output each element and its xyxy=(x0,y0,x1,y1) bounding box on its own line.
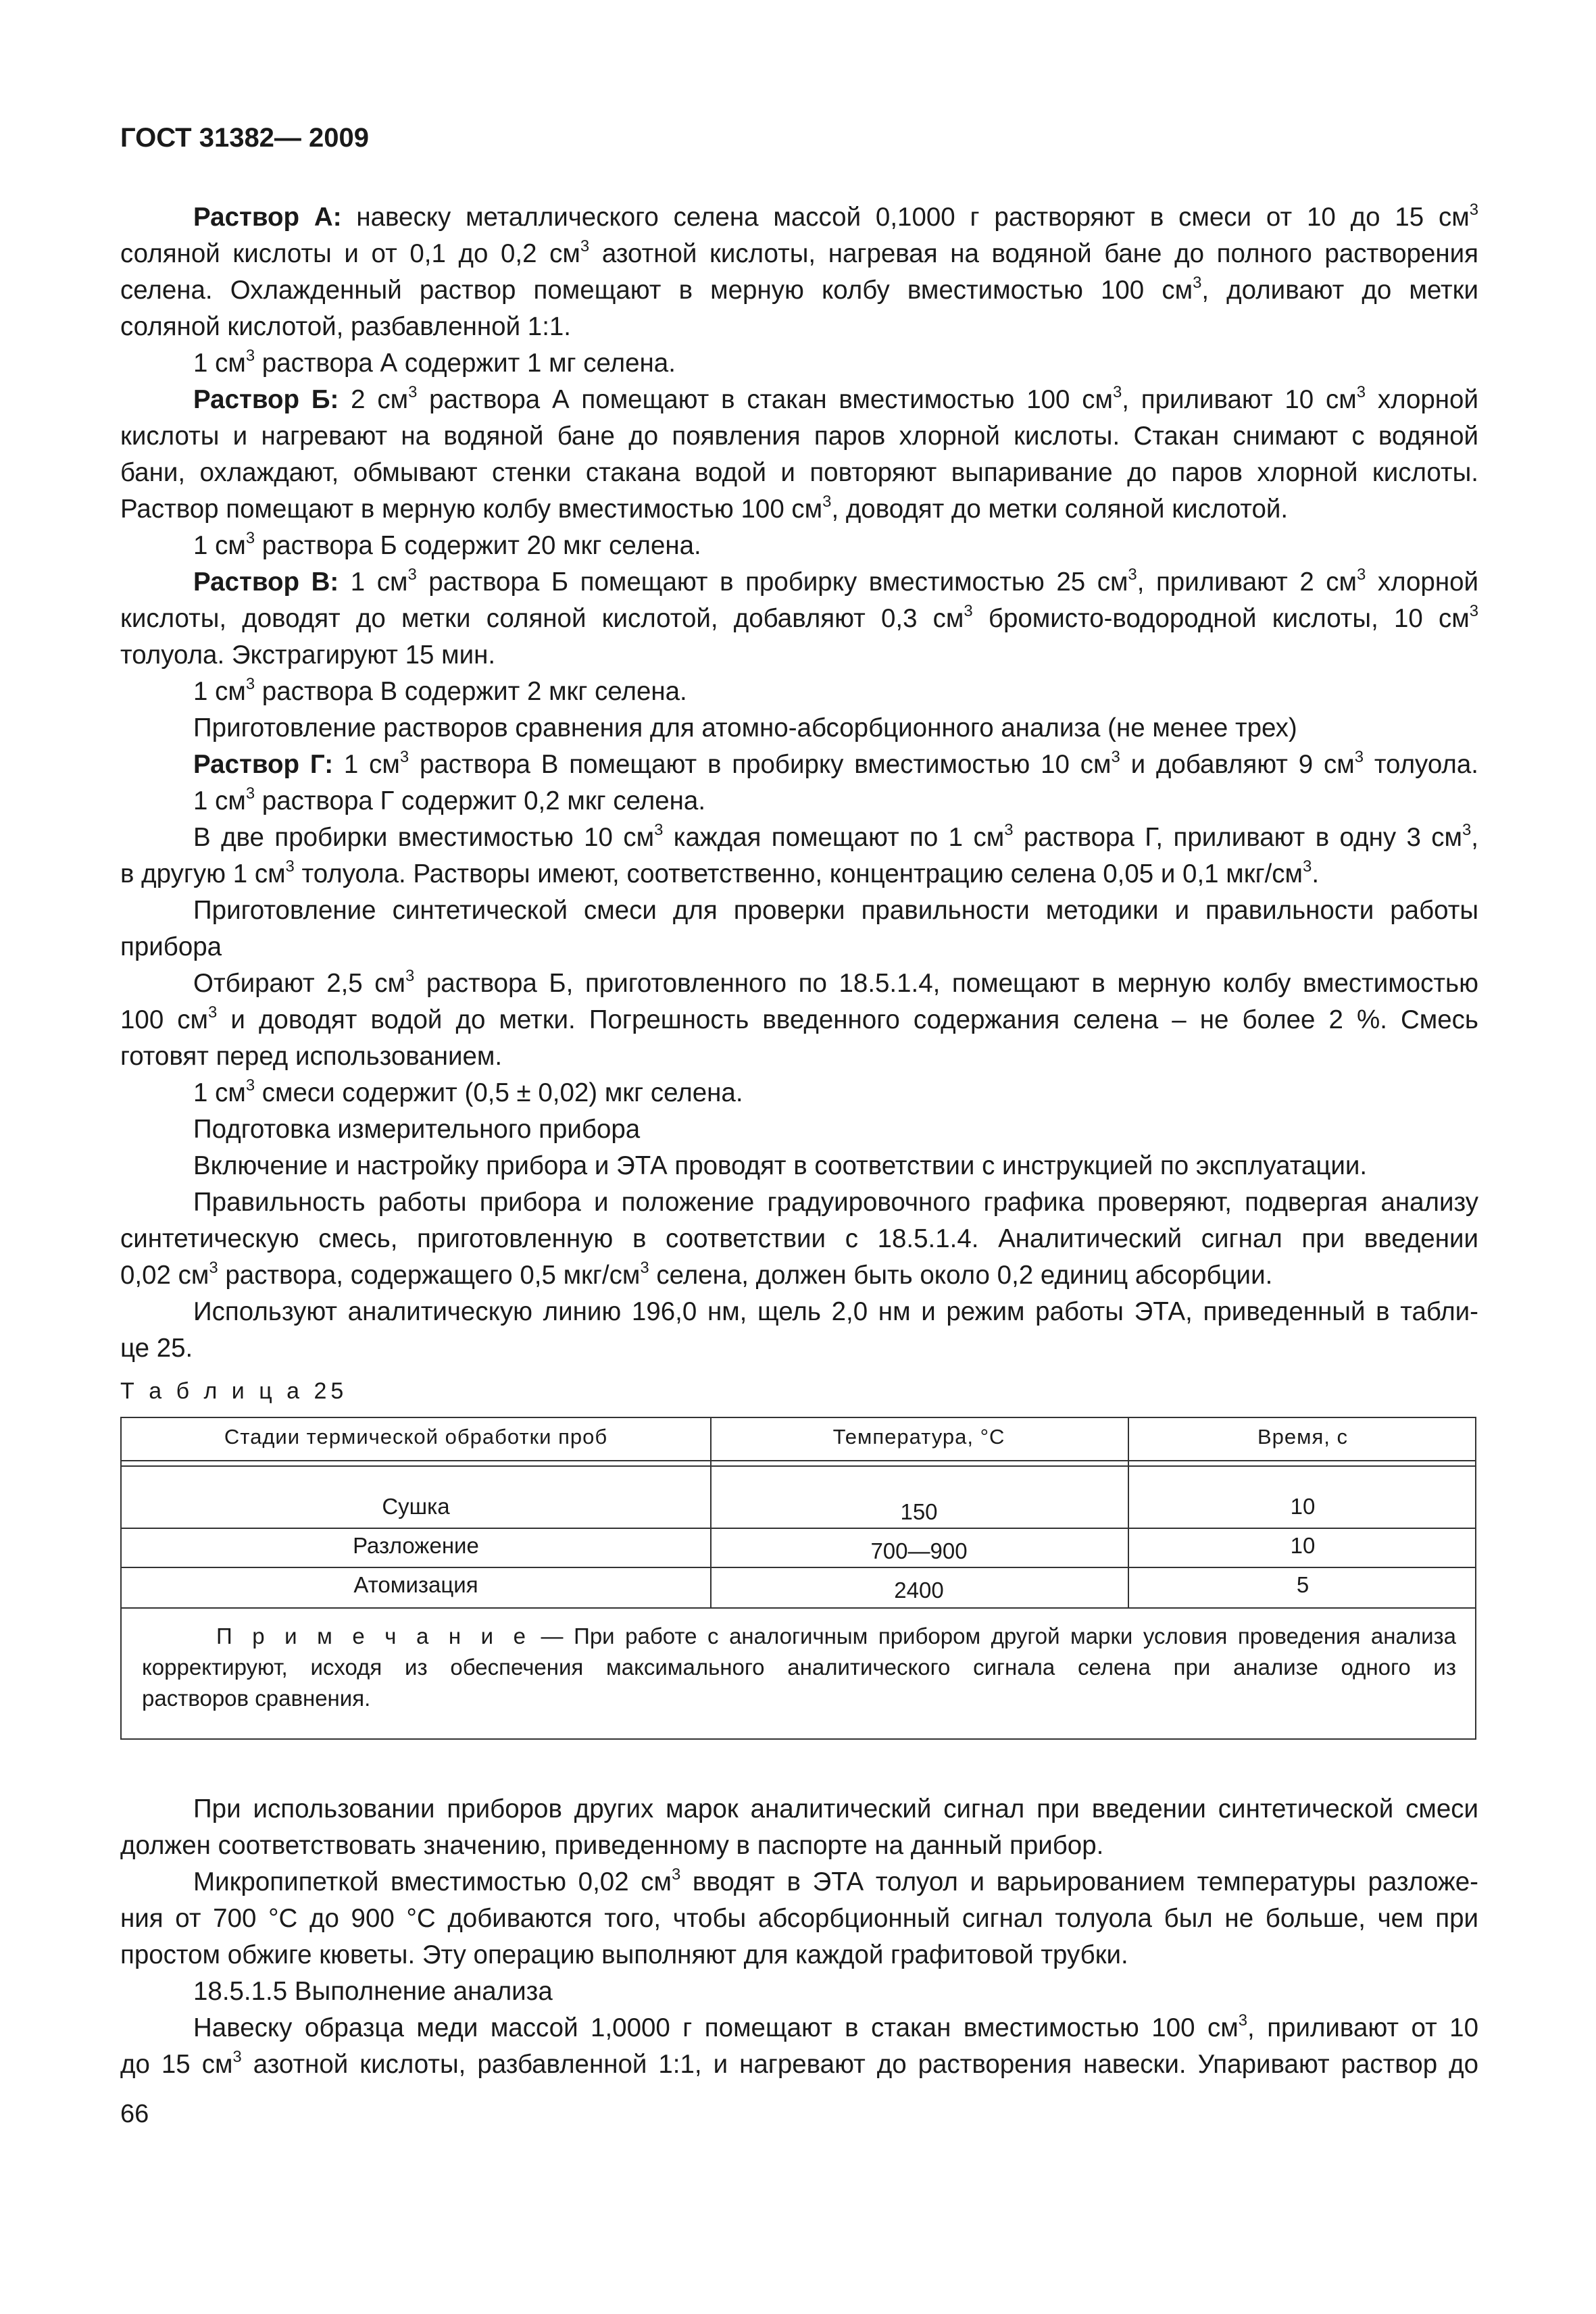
cell-stage-2: Разложение xyxy=(353,1533,479,1558)
text-run: , приливают от 10 xyxy=(1247,2013,1478,2042)
note-text: — При работе с аналогичным прибором другой марки условия проведения анализа xyxy=(530,1624,1456,1649)
superscript: 3 xyxy=(1238,2011,1248,2030)
text-line xyxy=(120,892,1478,929)
superscript: 3 xyxy=(580,236,590,255)
text-run: бромисто-водородной кислоты, 10 см xyxy=(972,604,1470,633)
text-run: Включение и настройку прибора и ЭТА проводят в соответствии с инструкцией по эксплуатации. xyxy=(193,1151,1368,1180)
body-text-bottom xyxy=(120,1791,1478,2083)
table-header-double-line xyxy=(122,1465,1475,1467)
text-line xyxy=(120,1148,1478,1184)
note-line: растворов сравнения. xyxy=(142,1686,371,1711)
superscript: 3 xyxy=(1469,200,1478,219)
row-divider xyxy=(122,1567,1475,1568)
text-run: 1 см xyxy=(333,750,400,779)
text-run: смеси содержит (0,5 ± 0,02) мкг селена. xyxy=(255,1078,743,1107)
text-line xyxy=(120,1973,1478,2010)
superscript: 3 xyxy=(822,492,832,511)
text-run: 18.5.1.5 Выполнение анализа xyxy=(193,1977,553,2006)
text-run: 1 см xyxy=(193,349,246,378)
header-time: Время, с xyxy=(1257,1425,1348,1449)
text-line xyxy=(120,747,1478,783)
text-run: , приливают 2 см xyxy=(1137,568,1357,597)
cell-temp-3: 2400 xyxy=(894,1578,944,1603)
solution-label: Раствор Г: xyxy=(193,750,334,779)
text-run: . xyxy=(1312,859,1320,888)
text-run: 1 см xyxy=(339,568,408,597)
text-run: 1 см xyxy=(193,786,246,815)
table-caption: Т а б л и ц а 25 xyxy=(120,1378,348,1404)
header-temperature: Температура, °С xyxy=(832,1425,1005,1449)
text-run: Приготовление синтетической смеси для проверки правильности методики и правильности работы xyxy=(193,896,1478,925)
text-run: толуола. Растворы имеют, соответственно, концентрацию селена 0,05 и 0,1 мкг/см xyxy=(294,859,1303,888)
text-run: должен соответствовать значению, приведенному в паспорте на данный прибор. xyxy=(120,1831,1104,1860)
superscript: 3 xyxy=(1356,382,1366,401)
cell-time-2: 10 xyxy=(1290,1533,1316,1558)
text-line xyxy=(120,674,1478,710)
text-run: и добавляют 9 см xyxy=(1120,750,1355,779)
text-run: раствора Б содержит 20 мкг селена. xyxy=(255,531,701,560)
text-run: готовят перед использованием. xyxy=(120,1042,503,1071)
text-line xyxy=(120,601,1478,637)
text-line xyxy=(120,1828,1478,1864)
superscript: 3 xyxy=(1469,601,1478,620)
row-divider xyxy=(122,1607,1475,1609)
text-run: синтетическую смесь, приготовленную в соответствии с 18.5.1.4. Аналитический сигнал при введении xyxy=(120,1224,1478,1253)
text-run: 1 см xyxy=(193,677,246,706)
text-run: Подготовка измерительного прибора xyxy=(193,1115,641,1144)
text-run: Раствор помещают в мерную колбу вместимостью 100 см xyxy=(120,495,823,524)
solution-label: Раствор Б: xyxy=(193,385,339,414)
text-run: Навеску образца меди массой 1,0000 г помещают в стакан вместимостью 100 см xyxy=(193,2013,1239,2042)
text-run: хлорной xyxy=(1366,385,1478,414)
text-line xyxy=(120,637,1478,674)
text-line xyxy=(120,965,1478,1002)
text-run: раствора А помещают в стакан вместимостью 100 см xyxy=(417,385,1113,414)
text-line xyxy=(120,929,1478,965)
text-run: раствора, содержащего 0,5 мкг/см xyxy=(218,1261,641,1290)
text-line xyxy=(120,272,1478,309)
superscript: 3 xyxy=(245,528,255,547)
text-line xyxy=(120,1221,1478,1257)
superscript: 3 xyxy=(671,1865,681,1884)
text-line xyxy=(120,1864,1478,1901)
superscript: 3 xyxy=(1004,820,1014,839)
text-line xyxy=(120,1791,1478,1828)
cell-temp-1: 150 xyxy=(900,1499,938,1524)
text-run: це 25. xyxy=(120,1334,193,1363)
text-run: навеску металлического селена массой 0,1000 г растворяют в смеси от 10 до 15 см xyxy=(341,203,1470,232)
text-line xyxy=(120,528,1478,564)
cell-time-1: 10 xyxy=(1290,1494,1316,1519)
text-run: раствора Б помещают в пробирку вместимостью 25 см xyxy=(416,568,1128,597)
text-run: 1 см xyxy=(193,531,246,560)
text-run: селена, должен быть около 0,2 единиц абсорбции. xyxy=(649,1261,1273,1290)
text-line xyxy=(120,1184,1478,1221)
text-run: 2 см xyxy=(339,385,409,414)
row-divider xyxy=(122,1528,1475,1529)
text-run: , приливают 10 см xyxy=(1122,385,1357,414)
superscript: 3 xyxy=(1354,747,1364,766)
text-run: каждая помещают по 1 см xyxy=(663,823,1005,852)
text-line xyxy=(120,309,1478,345)
superscript: 3 xyxy=(245,1076,255,1095)
text-run: Используют аналитическую линию 196,0 нм, щель 2,0 нм и режим работы ЭТА, приведенный в табли- xyxy=(193,1297,1478,1326)
text-line xyxy=(120,199,1478,236)
text-run: простом обжиге кюветы. Эту операцию выполняют для каждой графитовой трубки. xyxy=(120,1940,1128,1969)
text-run: раствора Г содержит 0,2 мкг селена. xyxy=(255,786,706,815)
superscript: 3 xyxy=(408,382,418,401)
superscript: 3 xyxy=(964,601,973,620)
text-run: Приготовление растворов сравнения для атомно-абсорбционного анализа (не менее трех) xyxy=(193,713,1297,743)
table-25 xyxy=(120,1417,1476,1740)
text-run: соляной кислотой, разбавленной 1:1. xyxy=(120,312,572,341)
superscript: 3 xyxy=(245,346,255,365)
superscript: 3 xyxy=(245,784,255,803)
superscript: 3 xyxy=(407,565,417,584)
text-run: 100 см xyxy=(120,1005,209,1034)
superscript: 3 xyxy=(285,857,295,876)
text-line xyxy=(120,2010,1478,2046)
solution-label: Раствор А: xyxy=(193,203,342,232)
text-run: кислоты и нагревают на водяной бане до появления паров хлорной кислоты. Стакан снимают с водяной xyxy=(120,422,1478,451)
superscript: 3 xyxy=(245,674,255,693)
cell-temp-2: 700—900 xyxy=(870,1538,968,1563)
superscript: 3 xyxy=(405,966,415,985)
text-run: толуола. Экстрагируют 15 мин. xyxy=(120,640,496,670)
superscript: 3 xyxy=(399,747,409,766)
text-line xyxy=(120,1075,1478,1111)
text-run: селена. Охлажденный раствор помещают в мерную колбу вместимостью 100 см xyxy=(120,276,1193,305)
cell-time-3: 5 xyxy=(1296,1572,1310,1597)
solution-label: Раствор В: xyxy=(193,568,339,597)
note-line xyxy=(142,1621,1456,1652)
text-run: толуола. xyxy=(1363,750,1478,779)
text-run: При использовании приборов других марок аналитический сигнал при введении синтетической смеси xyxy=(193,1794,1478,1823)
superscript: 3 xyxy=(1193,273,1202,292)
text-line xyxy=(120,1038,1478,1075)
text-run: в другую 1 см xyxy=(120,859,286,888)
text-run: и доводят водой до метки. Погрешность введенного содержания селена – не более 2 %. Смесь xyxy=(217,1005,1478,1034)
text-run: соляной кислоты и от 0,1 до 0,2 см xyxy=(120,239,580,268)
text-line xyxy=(120,564,1478,601)
text-line xyxy=(120,820,1478,856)
text-run: 1 см xyxy=(193,1078,246,1107)
text-run: , доводят до метки соляной кислотой. xyxy=(831,495,1289,524)
text-run: , доливают до метки xyxy=(1201,276,1478,305)
header-stage: Стадии термической обработки проб xyxy=(224,1425,608,1449)
text-run: Микропипеткой вместимостью 0,02 см xyxy=(193,1867,672,1896)
cell-stage-1: Сушка xyxy=(382,1494,450,1519)
text-run: бани, охлаждают, обмывают стенки стакана водой и повторяют выпаривание до паров хлорной кислоты. xyxy=(120,458,1478,487)
text-run: раствора Г, приливают в одну 3 см xyxy=(1013,823,1463,852)
text-run: 0,02 см xyxy=(120,1261,209,1290)
superscript: 3 xyxy=(1462,820,1472,839)
text-run: , xyxy=(1471,823,1478,852)
text-run: кислоты, доводят до метки соляной кислотой, добавляют 0,3 см xyxy=(120,604,964,633)
text-run: раствора Б, приготовленного по 18.5.1.4, помещают в мерную колбу вместимостью xyxy=(414,969,1478,998)
page-number: 66 xyxy=(120,2100,149,2128)
text-line xyxy=(120,2046,1478,2083)
document-header: ГОСТ 31382— 2009 xyxy=(120,123,370,153)
text-run: до 15 см xyxy=(120,2050,233,2079)
cell-stage-3: Атомизация xyxy=(353,1572,478,1597)
text-run: Правильность работы прибора и положение градуировочного графика проверяют, подвергая анализу xyxy=(193,1188,1478,1217)
superscript: 3 xyxy=(209,1258,218,1277)
superscript: 3 xyxy=(208,1003,218,1022)
text-line xyxy=(120,783,1478,820)
text-run: раствора А содержит 1 мг селена. xyxy=(255,349,676,378)
text-line xyxy=(120,856,1478,892)
text-run: азотной кислоты, разбавленной 1:1, и нагревают до растворения навески. Упаривают раствор до xyxy=(241,2050,1478,2079)
superscript: 3 xyxy=(1303,857,1312,876)
note-line: корректируют, исходя из обеспечения максимального аналитического сигнала селена при анализе одного из xyxy=(142,1655,1456,1680)
text-run: вводят в ЭТА толуол и варьированием температуры разложе- xyxy=(680,1867,1478,1896)
superscript: 3 xyxy=(1112,382,1122,401)
superscript: 3 xyxy=(232,2047,242,2066)
text-line xyxy=(120,455,1478,491)
text-run: В две пробирки вместимостью 10 см xyxy=(193,823,655,852)
text-line xyxy=(120,710,1478,747)
text-line xyxy=(120,345,1478,382)
text-line xyxy=(120,1330,1478,1367)
text-line xyxy=(120,491,1478,528)
text-run: хлорной xyxy=(1366,568,1478,597)
superscript: 3 xyxy=(1128,565,1137,584)
superscript: 3 xyxy=(654,820,664,839)
text-line xyxy=(120,1294,1478,1330)
text-line xyxy=(120,382,1478,418)
text-run: Отбирают 2,5 см xyxy=(193,969,406,998)
text-run: ния от 700 °С до 900 °С добиваются того, чтобы абсорбционный сигнал толуола был не больше, чем при xyxy=(120,1904,1478,1933)
text-line xyxy=(120,418,1478,455)
text-run: азотной кислоты, нагревая на водяной бане до полного растворения xyxy=(589,239,1478,268)
text-run: прибора xyxy=(120,932,222,961)
text-line xyxy=(120,1901,1478,1937)
body-text-top xyxy=(120,199,1478,1367)
superscript: 3 xyxy=(1111,747,1120,766)
text-run: раствора В помещают в пробирку вместимостью 10 см xyxy=(409,750,1112,779)
note-label: П р и м е ч а н и е xyxy=(216,1624,531,1649)
text-run: раствора В содержит 2 мкг селена. xyxy=(255,677,687,706)
superscript: 3 xyxy=(640,1258,649,1277)
text-line xyxy=(120,1002,1478,1038)
table-note xyxy=(142,1621,1456,1714)
text-line xyxy=(120,1111,1478,1148)
text-line xyxy=(120,1937,1478,1973)
text-line xyxy=(120,236,1478,272)
text-line xyxy=(120,1257,1478,1294)
superscript: 3 xyxy=(1357,565,1366,584)
